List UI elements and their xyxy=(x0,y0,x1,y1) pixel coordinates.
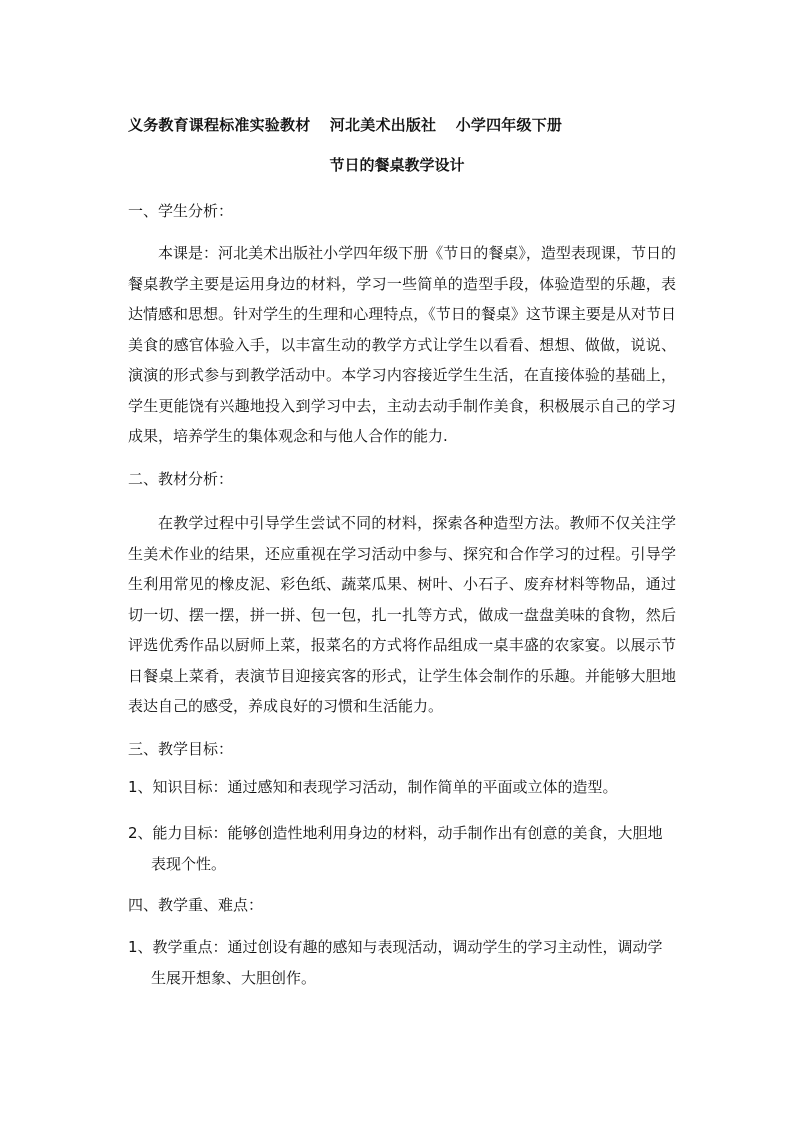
section-heading-key-points: 四、教学重、难点： xyxy=(128,896,264,914)
document-header xyxy=(128,114,688,135)
key-point-item: 1、教学重点：通过创设有趣的感知与表现活动，调动学生的学习主动性，调动学生展开想象、大胆创作。 xyxy=(128,938,663,987)
section-paragraph-material-analysis: 在教学过程中引导学生尝试不同的材料，探索各种造型方法。教师不仅关注学生美术作业的结果，还应重视在学习活动中参与、探究和合作学习的过程。引导学生利用常见的橡皮泥、彩色纸、蔬菜瓜果、树叶、小石子、废弃材料等物品，通过切一切、摆一摆，拼一拼、包一包，扎一扎等方式，做成一盘盘美味的食物，然后评选优秀作品以厨师上菜，报菜名的方式将作品组成一桌丰盛的农家宴。以展示节日餐桌上菜肴，表演节目迎接宾客的形式，让学生体会制作的乐趣。并能够大胆地表达自己的感受，养成良好的习惯和生活能力。 xyxy=(128,514,676,715)
header-series: 义务教育课程标准实验教材 xyxy=(128,116,311,134)
section-heading-teaching-goals: 三、教学目标： xyxy=(128,740,234,758)
header-publisher: 河北美术出版社 xyxy=(329,116,437,134)
header-grade: 小学四年级下册 xyxy=(455,116,563,134)
goal-item: 2、能力目标：能够创造性地利用身边的材料，动手制作出有创意的美食，大胆地表现个性。 xyxy=(128,824,663,873)
section-heading-student-analysis: 一、学生分析： xyxy=(128,202,234,220)
section-paragraph-student-analysis: 本课是：河北美术出版社小学四年级下册《节日的餐桌》，造型表现课，节日的餐桌教学主要是运用身边的材料，学习一些简单的造型手段，体验造型的乐趣，表达情感和思想。针对学生的生理和心理特点，《节日的餐桌》这节课主要是从对节日美食的感官体验入手，以丰富生动的教学方式让学生以看看、想想、做做，说说、演演的形式参与到教学活动中。本学习内容接近学生生活，在直接体验的基础上，学生更能饶有兴趣地投入到学习中去，主动去动手制作美食，积极展示自己的学习成果，培养学生的集体观念和与他人合作的能力. xyxy=(128,244,676,445)
goal-item: 1、知识目标：通过感知和表现学习活动，制作简单的平面或立体的造型。 xyxy=(128,778,618,796)
section-heading-material-analysis: 二、教材分析： xyxy=(128,470,234,488)
page-title: 节日的餐桌教学设计 xyxy=(329,156,465,174)
